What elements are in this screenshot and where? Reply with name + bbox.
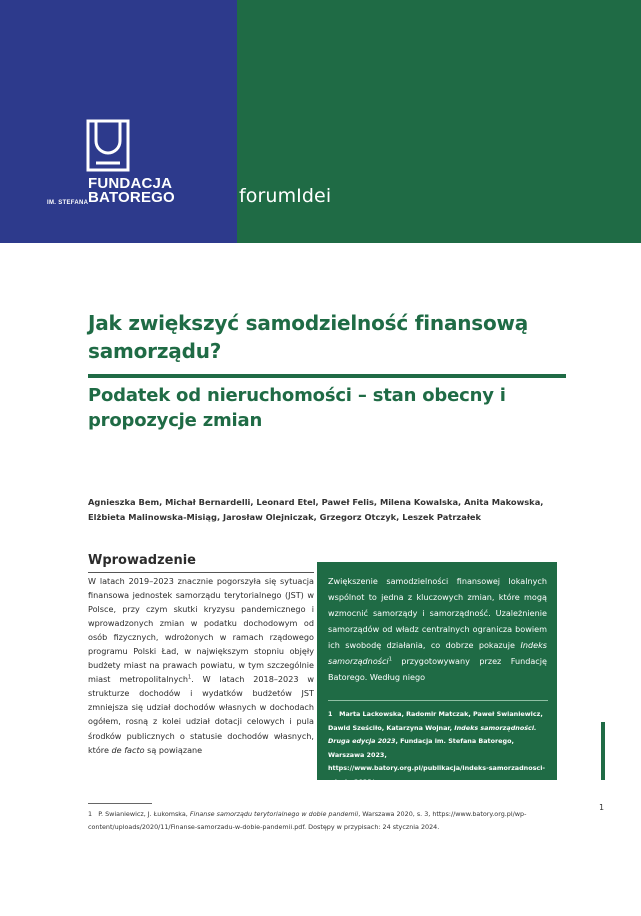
logo-line1: FUNDACJA bbox=[88, 175, 173, 192]
box-footnote-ref[interactable]: 1 bbox=[388, 656, 392, 663]
box-footnote-text-a: Marta Lackowska, Radomir Matczak, Paweł Swianiewicz, Dawid Sześciło, Katarzyna Wojnar, bbox=[328, 710, 543, 732]
authors-line2: Elżbieta Malinowska-Misiąg, Jarosław Olejniczak, Grzegorz Otczyk, Leszek Patrzałek bbox=[88, 512, 482, 522]
intro-divider bbox=[88, 572, 314, 573]
footnote-divider bbox=[88, 803, 152, 804]
highlight-box bbox=[317, 562, 557, 786]
page-number: 1 bbox=[599, 803, 605, 812]
page-footnote bbox=[88, 808, 568, 834]
page-title: Jak zwiększyć samodzielność finansową samorządu? bbox=[88, 311, 529, 363]
authors-list bbox=[88, 495, 568, 525]
box-divider bbox=[328, 700, 548, 701]
box-footnote bbox=[328, 708, 548, 789]
footnote-link[interactable]: , Warszawa 2020, s. 3, https://www.batory.org.pl/wp-content/uploads/2020/11/Finanse-samorzadu-w-dobie-pandemii.pdf. Dostępy w przypisach: 24 stycznia 2024. bbox=[88, 810, 527, 832]
footnote-ref[interactable]: 1 bbox=[187, 674, 192, 681]
box-italic: Indeks samorządności bbox=[328, 640, 547, 666]
series-name: forumIdei bbox=[239, 185, 332, 207]
intro-paragraph bbox=[88, 574, 314, 757]
authors-line1: Agnieszka Bem, Michał Bernardelli, Leonard Etel, Paweł Felis, Milena Kowalska, Anita Makowska, bbox=[88, 497, 544, 507]
footnote-number: 1 bbox=[88, 810, 93, 818]
footnote-text-a: P. Swianiewicz, J. Łukomska, bbox=[98, 810, 190, 818]
footnote-italic: Finanse samorządu terytorialnego w dobie pandemii bbox=[189, 810, 359, 818]
highlight-text bbox=[328, 573, 547, 685]
box-footnote-link[interactable]: , Fundacja im. Stefana Batorego, Warszawa 2023, https://www.batory.org.pl/publikacja/indeks-samorzadnosci-edycja-2023/. bbox=[328, 737, 546, 786]
side-accent-bar bbox=[601, 722, 605, 780]
box-footnote-number: 1 bbox=[328, 710, 333, 718]
box-footnote-italic: Indeks samorządności. Druga edycja 2023 bbox=[328, 723, 537, 745]
foundation-name bbox=[88, 177, 175, 205]
intro-text-b: . W latach 2018–2023 w strukturze dochodów i wydatków budżetów JST zmniejsza się udział dochodów własnych w dochodach ogółem, rosną z kolei udział dotacji celowych i pula środków publicznych o statusie dochodów własnych, które bbox=[88, 674, 314, 755]
intro-heading: Wprowadzenie bbox=[88, 553, 196, 568]
logo-line2: BATOREGO bbox=[88, 189, 175, 206]
intro-text-end: są powiązane bbox=[144, 744, 203, 755]
intro-italic: de facto bbox=[111, 744, 145, 755]
page-subtitle: Podatek od nieruchomości – stan obecny i propozycje zmian bbox=[88, 385, 506, 431]
title-divider bbox=[88, 374, 566, 378]
box-text-a: Zwiększenie samodzielności finansowej lokalnych wspólnot to jedna z kluczowych zmian, które mogą wzmocnić samorządy i samorządność. Uzależnienie samorządów od władz centralnych ogranicza bowiem ich swobodę działania, co dobrze pokazuje bbox=[328, 576, 547, 650]
intro-text-a: W latach 2019–2023 znacznie pogorszyła się sytuacja finansowa jednostek samorządu terytorialnego (JST) w Polsce, przy czym skutki kryzysu pandemicznego i wprowadzonych zmian w podatku dochodowym od osób fizycznych, wdrożonych w ramach rządowego programu Polski Ład, w największym stopniu objęły budżety miast na prawach powiatu, w tym szczególnie miast metropolitalnych bbox=[88, 576, 314, 685]
logo-prefix: IM. STEFANA bbox=[47, 200, 89, 206]
box-text-b: przygotowywany przez Fundację Batorego. Według niego bbox=[328, 656, 547, 682]
foundation-logo-icon bbox=[86, 119, 130, 172]
